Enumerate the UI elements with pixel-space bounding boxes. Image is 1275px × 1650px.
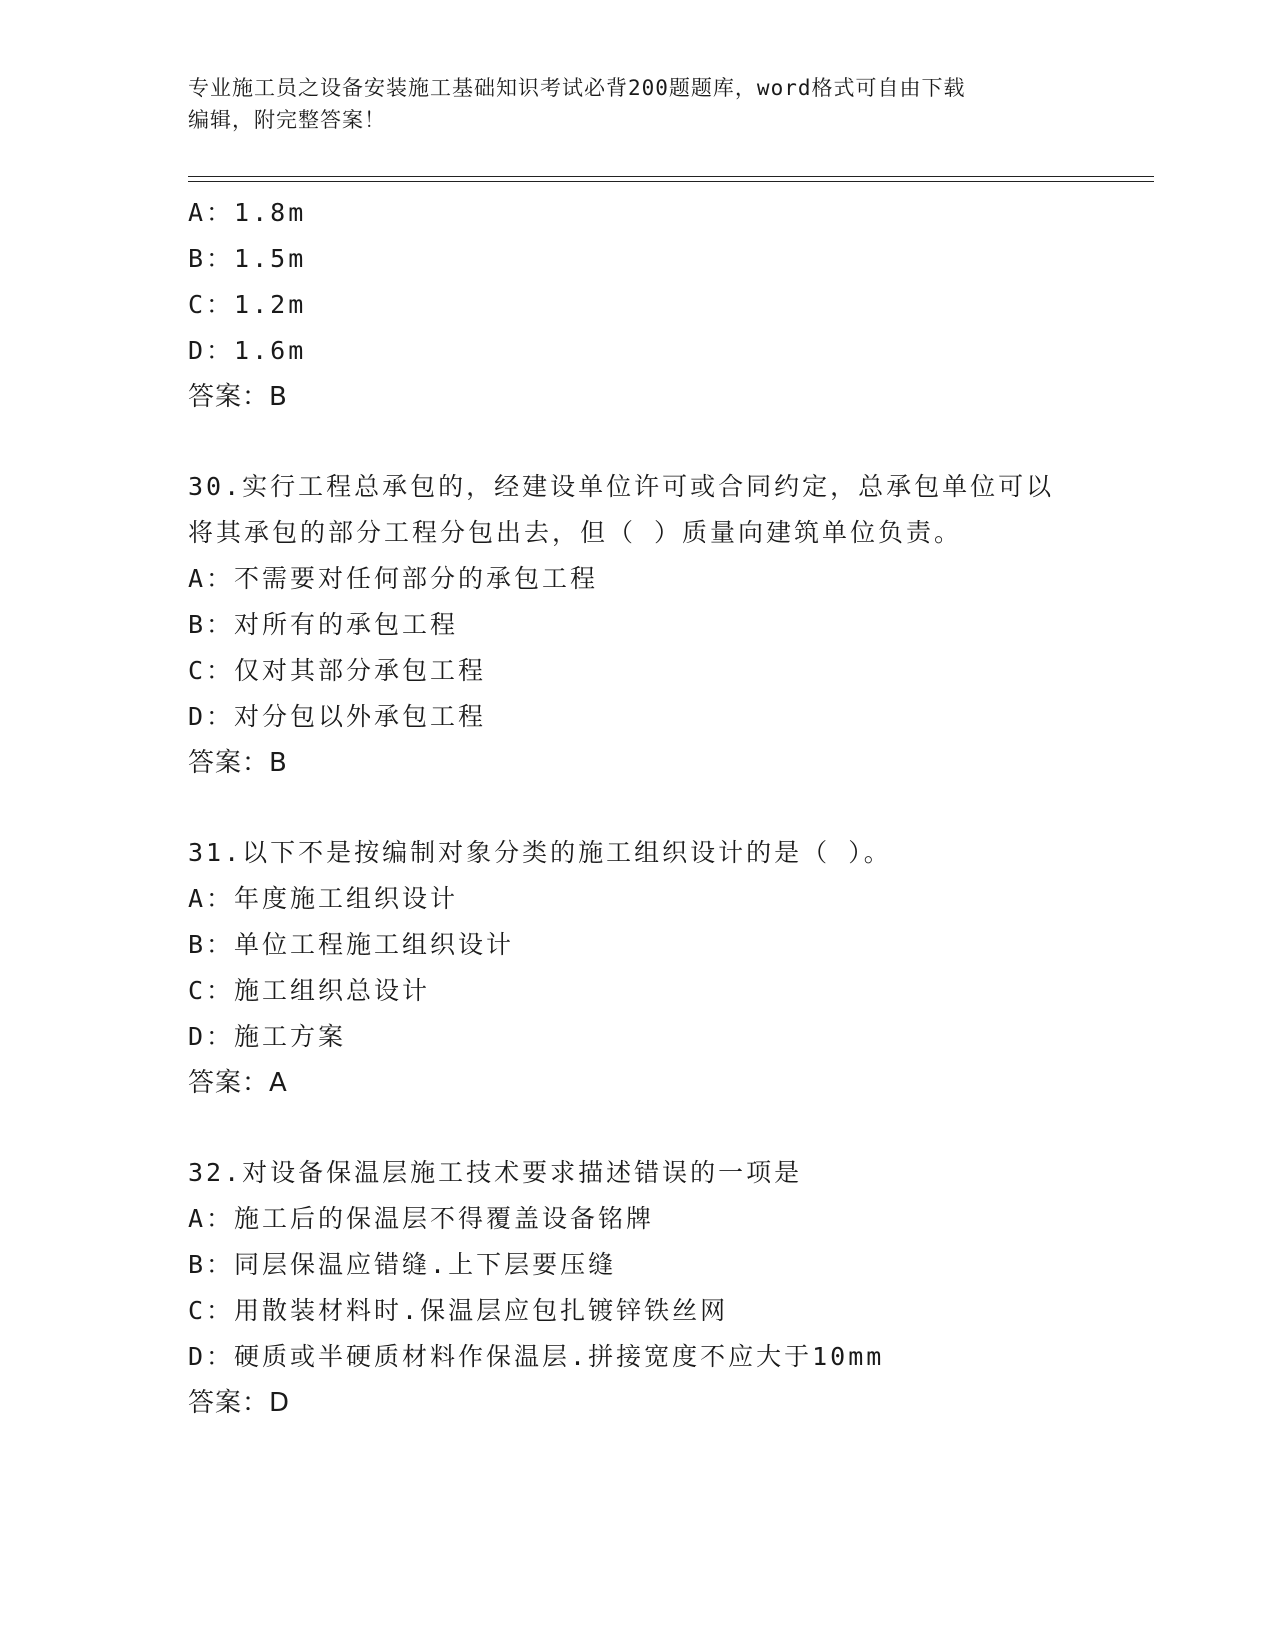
header-title-line-1: 专业施工员之设备安装施工基础知识考试必背200题题库，word格式可自由下载: [188, 76, 966, 100]
answer-line: 答案：D: [188, 1388, 291, 1418]
block-spacer: [188, 786, 1118, 830]
option-b: B：对所有的承包工程: [188, 610, 459, 639]
question-block-32: [188, 1150, 1118, 1426]
header-divider: [188, 176, 1154, 182]
answer-line: 答案：B: [188, 748, 288, 778]
option-b: B：同层保温应错缝.上下层要压缝: [188, 1250, 617, 1279]
option-c: C：1.2m: [188, 290, 307, 319]
answer-line: 答案：B: [188, 382, 288, 412]
question-list: [188, 190, 1118, 1426]
question-stem: 将其承包的部分工程分包出去，但（ ）质量向建筑单位负责。: [188, 518, 963, 547]
option-c: C：施工组织总设计: [188, 976, 431, 1005]
option-d: D：对分包以外承包工程: [188, 702, 487, 731]
question-stem: 32.对设备保温层施工技术要求描述错误的一项是: [188, 1158, 803, 1187]
block-spacer: [188, 420, 1118, 464]
option-a: A：1.8m: [188, 198, 307, 227]
question-block-31: [188, 830, 1118, 1106]
question-stem: 30.实行工程总承包的，经建设单位许可或合同约定，总承包单位可以: [188, 472, 1055, 501]
option-d: D：施工方案: [188, 1022, 347, 1051]
option-a: A：施工后的保温层不得覆盖设备铭牌: [188, 1204, 655, 1233]
option-a: A：不需要对任何部分的承包工程: [188, 564, 599, 593]
option-b: B：1.5m: [188, 244, 307, 273]
question-block-29: [188, 190, 1118, 420]
question-stem: 31.以下不是按编制对象分类的施工组织设计的是（ ）。: [188, 838, 892, 867]
option-d: D：1.6m: [188, 336, 307, 365]
answer-line: 答案：A: [188, 1068, 288, 1098]
option-c: C：仅对其部分承包工程: [188, 656, 487, 685]
option-c: C：用散装材料时.保温层应包扎镀锌铁丝网: [188, 1296, 729, 1325]
document-header: [188, 72, 1068, 136]
option-b: B：单位工程施工组织设计: [188, 930, 515, 959]
question-block-30: [188, 464, 1118, 786]
block-spacer: [188, 1106, 1118, 1150]
option-a: A：年度施工组织设计: [188, 884, 459, 913]
option-d: D：硬质或半硬质材料作保温层.拼接宽度不应大于10mm: [188, 1342, 885, 1371]
header-title-line-2: 编辑，附完整答案！: [188, 108, 386, 132]
